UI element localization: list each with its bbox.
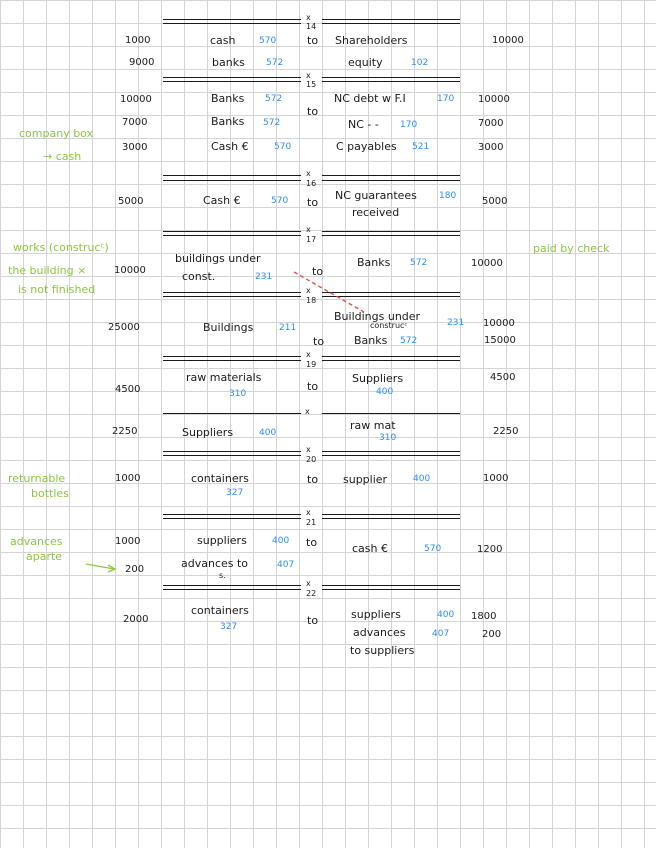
credit-amount: 3000 <box>478 142 504 153</box>
account-code: 327 <box>226 488 244 498</box>
entry-rule <box>163 19 301 20</box>
credit-account: Shareholders <box>335 34 408 47</box>
credit-account: supplier <box>343 473 388 486</box>
credit-account: C payables <box>336 140 397 153</box>
credit-account: Buildings under <box>334 310 421 323</box>
entry-rule <box>322 77 460 78</box>
credit-amount: 1000 <box>483 473 509 484</box>
debit-account: Cash € <box>203 194 241 207</box>
credit-account: NC guarantees <box>335 189 417 202</box>
account-code: 572 <box>410 258 428 268</box>
entry-rule <box>322 455 460 456</box>
debit-account: cash <box>210 34 236 47</box>
entry-rule <box>163 589 301 590</box>
debit-amount: 2000 <box>123 614 149 625</box>
credit-account: advances <box>353 626 406 639</box>
debit-account: Banks <box>211 92 245 105</box>
entry-rule <box>322 518 460 519</box>
entry-mark: x <box>305 407 310 416</box>
entry-rule <box>163 23 301 24</box>
credit-account: raw mat <box>350 419 396 432</box>
entry-rule <box>322 235 460 236</box>
entry-number: 22 <box>306 589 317 598</box>
debit-amount: 1000 <box>115 473 141 484</box>
entry-number: 17 <box>306 235 317 244</box>
credit-account: NC debt w F.I <box>334 92 406 105</box>
account-code: 521 <box>412 142 430 152</box>
entry-rule <box>163 451 301 452</box>
debit-account: Buildings <box>203 321 254 334</box>
to-connector: to <box>312 265 324 278</box>
arrow-right-icon <box>84 560 120 574</box>
entry-rule <box>163 77 301 78</box>
side-note: works (construcᶜ) <box>13 241 109 254</box>
entry-rule <box>322 514 460 515</box>
account-code: 170 <box>437 94 455 104</box>
entry-rule <box>163 81 301 82</box>
entry-mark: x <box>306 13 311 22</box>
debit-account: containers <box>191 472 249 485</box>
entry-number: 15 <box>306 80 317 89</box>
entry-rule <box>322 81 460 82</box>
side-note: advances <box>10 535 63 548</box>
entry-rule <box>322 356 460 357</box>
account-code: 102 <box>411 58 429 68</box>
entry-mark: x <box>306 286 311 295</box>
account-code: 570 <box>424 544 442 554</box>
account-code: 400 <box>437 610 455 620</box>
account-code: 572 <box>266 58 284 68</box>
debit-account: banks <box>212 56 245 69</box>
credit-amount: 10000 <box>478 94 510 105</box>
side-note: aparte <box>26 550 63 563</box>
entry-rule <box>163 356 301 357</box>
entry-mark: x <box>306 225 311 234</box>
credit-amount: 1200 <box>477 544 503 555</box>
to-connector: to <box>306 536 318 549</box>
entry-rule <box>163 518 301 519</box>
credit-amount: 15000 <box>484 335 516 346</box>
entry-mark: x <box>306 169 311 178</box>
entry-mark: x <box>306 445 311 454</box>
entry-mark: x <box>306 508 311 517</box>
entry-number: 18 <box>306 296 317 305</box>
entry-mark: x <box>306 350 311 359</box>
entry-rule <box>322 585 460 586</box>
entry-rule <box>163 455 301 456</box>
account-code: 572 <box>265 94 283 104</box>
debit-amount: 10000 <box>120 94 152 105</box>
debit-amount: 1000 <box>115 536 141 547</box>
side-note: the building × <box>8 264 87 277</box>
entry-rule <box>322 360 460 361</box>
credit-amount: 4500 <box>490 372 516 383</box>
credit-account: Suppliers <box>352 372 404 385</box>
to-connector: to <box>307 34 319 47</box>
debit-account: advances to <box>181 557 249 570</box>
account-code: 400 <box>259 428 277 438</box>
entry-rule <box>322 231 460 232</box>
account-code: 572 <box>400 336 418 346</box>
account-code: 310 <box>379 433 397 443</box>
debit-amount: 7000 <box>122 117 148 128</box>
entry-number: 21 <box>306 518 317 527</box>
account-code: 407 <box>432 629 450 639</box>
entry-rule <box>322 175 460 176</box>
entry-rule <box>163 296 301 297</box>
debit-amount: 3000 <box>122 142 148 153</box>
debit-account: Suppliers <box>182 426 234 439</box>
credit-account: cash € <box>352 542 388 555</box>
side-note-right: paid by check <box>533 242 610 255</box>
account-code: 211 <box>279 323 297 333</box>
entry-rule <box>163 413 301 414</box>
account-code: 572 <box>263 118 281 128</box>
to-connector: to <box>307 380 319 393</box>
side-note: is not finished <box>18 283 96 296</box>
to-connector: to <box>307 105 319 118</box>
account-code: 570 <box>274 142 292 152</box>
credit-amount: 10000 <box>471 258 503 269</box>
entry-number: 16 <box>306 179 317 188</box>
debit-amount: 200 <box>125 564 145 575</box>
entry-rule <box>163 292 301 293</box>
debit-account: Banks <box>211 115 245 128</box>
account-code: 231 <box>447 318 465 328</box>
debit-amount: 10000 <box>114 265 146 276</box>
debit-amount: 5000 <box>118 196 144 207</box>
debit-account: buildings under <box>175 252 261 265</box>
account-code: 400 <box>272 536 290 546</box>
credit-amount: 7000 <box>478 118 504 129</box>
side-note: → cash <box>43 150 82 163</box>
debit-account-continued: s. <box>219 571 226 580</box>
credit-account: equity <box>348 56 383 69</box>
entry-number: 14 <box>306 22 317 31</box>
credit-account-continued: construcᶜ <box>370 321 408 330</box>
credit-amount: 10000 <box>492 35 524 46</box>
account-code: 231 <box>255 272 273 282</box>
account-code: 407 <box>277 560 295 570</box>
debit-account-continued: const. <box>182 270 216 283</box>
account-code: 570 <box>271 196 289 206</box>
entry-rule <box>322 589 460 590</box>
account-code: 400 <box>376 387 394 397</box>
debit-amount: 9000 <box>129 57 155 68</box>
account-code: 170 <box>400 120 418 130</box>
credit-amount: 10000 <box>483 318 515 329</box>
credit-amount: 5000 <box>482 196 508 207</box>
side-note: returnable <box>8 472 66 485</box>
entry-rule <box>322 23 460 24</box>
credit-amount: 1800 <box>471 611 497 622</box>
credit-account-continued: received <box>352 206 400 219</box>
credit-amount: 200 <box>482 629 502 640</box>
debit-account: containers <box>191 604 249 617</box>
credit-account: suppliers <box>351 608 401 621</box>
entry-rule <box>163 360 301 361</box>
entry-rule <box>322 19 460 20</box>
debit-account: suppliers <box>197 534 247 547</box>
entry-rule <box>322 180 460 181</box>
account-code: 310 <box>229 389 247 399</box>
credit-account-continued: to suppliers <box>350 644 415 657</box>
account-code: 400 <box>413 474 431 484</box>
entry-rule <box>163 175 301 176</box>
entry-rule <box>163 585 301 586</box>
entry-rule <box>163 180 301 181</box>
to-connector: to <box>307 614 319 627</box>
account-code: 180 <box>439 191 457 201</box>
account-code: 570 <box>259 36 277 46</box>
debit-account: raw materials <box>186 371 262 384</box>
to-connector: to <box>313 335 325 348</box>
debit-amount: 4500 <box>115 384 141 395</box>
debit-amount: 1000 <box>125 35 151 46</box>
credit-account: Banks <box>354 334 388 347</box>
entry-mark: x <box>306 71 311 80</box>
entry-rule <box>163 514 301 515</box>
to-connector: to <box>307 473 319 486</box>
entry-rule <box>163 231 301 232</box>
entry-number: 19 <box>306 360 317 369</box>
credit-account: NC - - <box>348 118 379 131</box>
entry-rule <box>322 413 460 414</box>
entry-rule <box>322 451 460 452</box>
to-connector: to <box>307 196 319 209</box>
debit-amount: 25000 <box>108 322 140 333</box>
side-note: bottles <box>31 487 69 500</box>
debit-account: Cash € <box>211 140 249 153</box>
account-code: 327 <box>220 622 238 632</box>
credit-amount: 2250 <box>493 426 519 437</box>
entry-mark: x <box>306 579 311 588</box>
credit-account: Banks <box>357 256 391 269</box>
side-note: company box <box>19 127 94 140</box>
debit-amount: 2250 <box>112 426 138 437</box>
entry-rule <box>163 235 301 236</box>
entry-number: 20 <box>306 455 317 464</box>
